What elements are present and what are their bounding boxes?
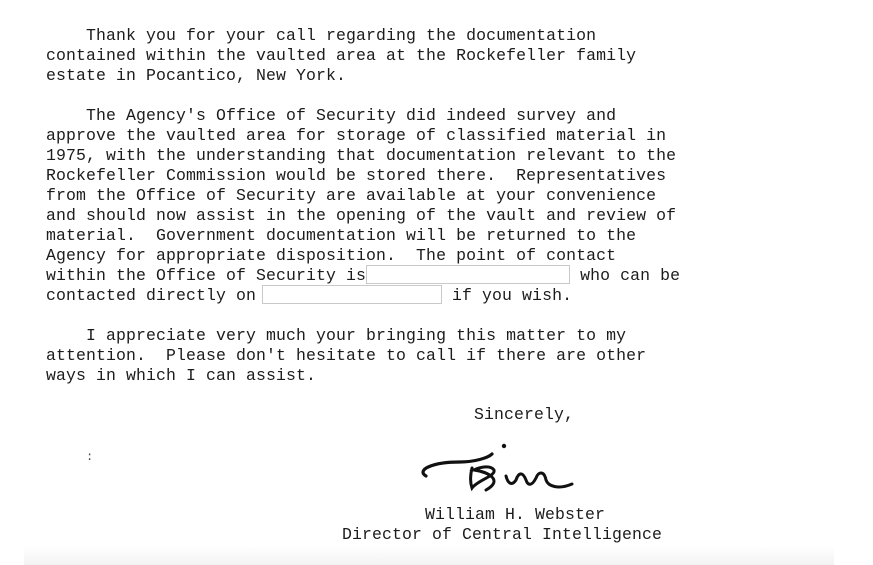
- paragraph-1-line-3: estate in Pocantico, New York.: [46, 66, 347, 85]
- contact-line: [46, 266, 680, 286]
- redaction-box-phone: [262, 285, 442, 304]
- paragraph-3-line-3: ways in which I can assist.: [46, 366, 317, 385]
- paragraph-2-line-1: The Agency's Office of Security did indeed survey and: [46, 106, 617, 125]
- paragraph-2-line-3: 1975, with the understanding that documentation relevant to the: [46, 146, 677, 165]
- paragraph-3-line-1: I appreciate very much your bringing this matter to my: [46, 326, 627, 345]
- paragraph-1-line-1: Thank you for your call regarding the documentation: [46, 26, 597, 45]
- scan-edge-band: [24, 546, 834, 565]
- contact-line-suffix: who can be: [570, 266, 681, 285]
- paragraph-2-line-8: Agency for appropriate disposition. The point of contact: [46, 246, 617, 265]
- contact-line-prefix: within the Office of Security is: [46, 266, 367, 285]
- closing: Sincerely,: [474, 405, 575, 424]
- signer-title: Director of Central Intelligence: [342, 525, 663, 544]
- paragraph-3-line-2: attention. Please don't hesitate to call if there are other: [46, 346, 647, 365]
- phone-line-suffix: if you wish.: [442, 286, 573, 305]
- paragraph-2-line-2: approve the vaulted area for storage of classified material in: [46, 126, 667, 145]
- signer-name: William H. Webster: [425, 505, 606, 524]
- phone-line-prefix: contacted directly on: [46, 286, 257, 305]
- paragraph-2-line-6: and should now assist in the opening of the vault and review of: [46, 206, 677, 225]
- signature-image: [412, 440, 582, 496]
- paragraph-2-line-7: material. Government documentation will be returned to the: [46, 226, 637, 245]
- paragraph-2-line-4: Rockefeller Commission would be stored there. Representatives: [46, 166, 667, 185]
- redaction-box-contact-name: [366, 265, 570, 284]
- paragraph-2-line-5: from the Office of Security are available at your convenience: [46, 186, 657, 205]
- paragraph-1-line-2: contained within the vaulted area at the Rockefeller family: [46, 46, 637, 65]
- stray-mark: :: [86, 450, 94, 464]
- phone-line: [46, 286, 572, 306]
